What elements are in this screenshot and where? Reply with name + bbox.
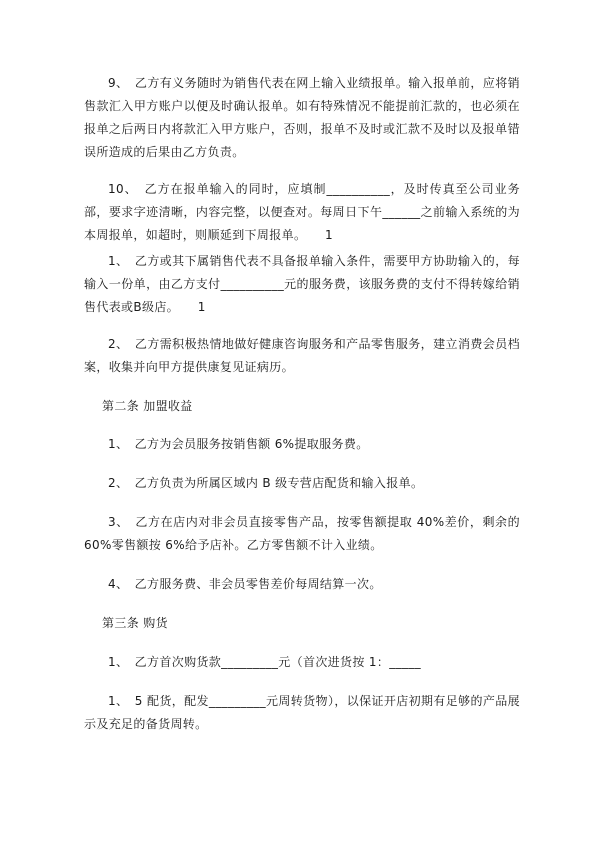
paragraph-1: 1、 乙方或其下属销售代表不具备报单输入条件，需要甲方协助输入的，每输入一份单，由乙方支付__________元的服务费，该服务费的支付不得转嫁给销售代表或B级店。 1 bbox=[84, 254, 520, 314]
section-3-item-1: 1、 乙方首次购货款_________元（首次进货按 1：_____ bbox=[108, 655, 421, 669]
paragraph-2: 2、 乙方需积极热情地做好健康咨询服务和产品零售服务，建立消费会员档案，收集并向甲方提供康复见证病历。 bbox=[84, 337, 520, 374]
paragraph-10: 10、 乙方在报单输入的同时，应填制__________，及时传真至公司业务部，要求字迹清晰，内容完整，以便查对。每周日下午______之前输入系统的为本周报单，如超时，则顺延到下周报单。 1 bbox=[84, 182, 520, 242]
section-2-item-3: 3、 乙方在店内对非会员直接零售产品，按零售额提取 40%差价，剩余的 60%零售额按 6%给予店补。乙方零售额不计入业绩。 bbox=[84, 515, 520, 552]
section-2-item-1: 1、 乙方为会员服务按销售额 6%提取服务费。 bbox=[108, 437, 369, 451]
paragraph-9: 9、 乙方有义务随时为销售代表在网上输入业绩报单。输入报单前，应将销售款汇入甲方账户以便及时确认报单。如有特殊情况不能提前汇款的，也必须在报单之后两日内将款汇入甲方账户，否则，报单不及时或汇款不及时以及报单错误所造成的后果由乙方负责。 bbox=[84, 76, 520, 159]
section-2-item-4: 4、 乙方服务费、非会员零售差价每周结算一次。 bbox=[108, 577, 382, 591]
section-3-heading: 第三条 购货 bbox=[102, 616, 168, 630]
section-2-heading: 第二条 加盟收益 bbox=[102, 399, 193, 413]
section-2-item-2: 2、 乙方负责为所属区域内 B 级专营店配货和输入报单。 bbox=[108, 476, 424, 490]
section-3-item-2: 1、 5 配货，配发_________元周转货物），以保证开店初期有足够的产品展示及充足的备货周转。 bbox=[84, 694, 520, 731]
